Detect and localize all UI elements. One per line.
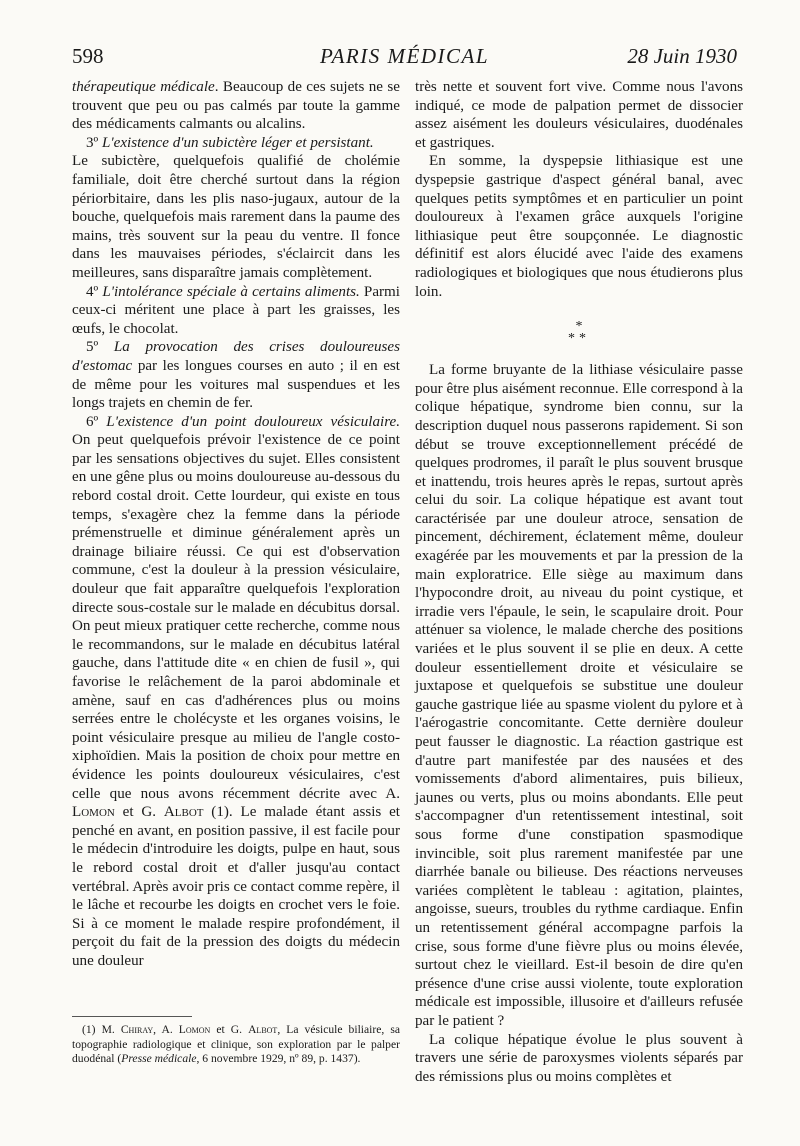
section-separator (415, 321, 743, 345)
section-text: On peut quelquefois prévoir l'existence de ce point par les sensations objectives du sujet. Elles consistent en une gêne plus ou moins douloureuse au-dessous du rebord costal droit. Cette lourdeur, qui existe en tous temps, s'exagère chez la femme dans la période prémenstruelle et diminue généralement après un drainage biliaire réussi. Ce qui est d'observation commune, c'est la douleur à la pression vésiculaire, douleur que fait apparaître quelquefois l'exploration directe sous-costale sur le malade en décubitus dorsal. On peut mieux pratiquer cette recherche, comme nous le recommandons, sur le malade en décubitus latéral gauche, dans l'attitude dite « en chien de fusil », qui favorise le relâchement de la paroi abdominale et amène, sauf en cas d'adhérences plus ou moins serrées entre le cholécyste et les organes voisins, le point vésiculaire presque au milieu de l'angle costo-xiphoïdien. Mais la position de choix pour mettre en évidence les points douloureux vésiculaires, c'est celle que nous avons récemment décrite avec A. (72, 432, 400, 802)
paragraph-continuation: très nette et souvent fort vive. Comme nous l'avons indiqué, ce mode de palpation permet de dissocier assez aisément les douleurs vésiculaires, duodénales et gastriques. (415, 79, 743, 151)
footnote-text-part: , A. (153, 1023, 179, 1036)
paragraph-summary: En somme, la dyspepsie lithiasique est une dyspepsie gastrique d'aspect général banal, avec quelques petits symptômes et en particulier un point douloureux à l'examen grâce auxquels l'origine lithiasique peut être soupçonnée. Le diagnostic définitif est alors élucidé avec l'aide des examens radiologiques et biologiques que nous étudierons plus loin. (415, 153, 743, 300)
italic-phrase: thérapeutique médicale (72, 79, 215, 95)
paragraph-evolution: La colique hépatique évolue le plus souvent à travers une série de paroxysmes violents séparés par des rémissions plus ou moins complètes et (415, 1031, 743, 1085)
footnote-text-part: , La vésicule biliaire, sa topographie radiologique et clinique, son exploration par le palper duodénal ( (72, 1023, 400, 1066)
paragraph-text: . Beaucoup de ces sujets ne se trouvent que peu ou pas calmés par toute la gamme des médicaments calmants ou alcalins. (72, 79, 400, 133)
right-column (415, 78, 743, 1086)
section-number: 6º (86, 413, 107, 430)
footnote-text-part: , 6 novembre 1929, nº 89, p. 1437). (196, 1052, 361, 1066)
author-name: Lomon (72, 804, 115, 821)
section-6 (72, 413, 400, 971)
section-number: 5º (86, 339, 114, 356)
author-name: Chiray (120, 1023, 154, 1036)
section-number: 3º (86, 134, 103, 151)
left-column (72, 78, 400, 971)
section-3-body: Le subictère, quelquefois qualifié de cholémie familiale, doit être cherché surtout dans la région périorbitaire, dans les plis naso-jugaux, autour de la bouche, quelquefois mais rarement dans la paume des mains, très souvent sur la peau du ventre. Il fonce dans les mauvaises périodes, s'éclaircit dans les meilleures, sans disparaître jamais complètement. (72, 153, 400, 281)
footnote-text-part: et G. (210, 1023, 249, 1036)
page-number: 598 (72, 44, 104, 68)
section-text: par les longues courses en auto ; il en est de même pour les voitures mal suspendues et les longs trajets en chemin de fer. (72, 357, 400, 412)
section-4 (72, 283, 400, 339)
author-name: Albot (248, 1023, 278, 1036)
footnote-text (72, 1023, 400, 1067)
author-name: Lomon (178, 1023, 211, 1036)
issue-date: 28 Juin 1930 (627, 44, 737, 68)
journal-title: PARIS MÉDICAL (319, 44, 489, 68)
separator-star-top: * (575, 319, 583, 335)
separator-stars-bottom: ** (568, 331, 590, 347)
author-name: Albot (163, 804, 204, 821)
section-title: L'intolérance spéciale à certains aliments. (102, 283, 360, 300)
section-text: Parmi ceux-ci méritent une place à part les graisses, les œufs, le chocolat. (72, 283, 400, 337)
page-header (72, 40, 737, 76)
section-text: (1). Le malade étant assis et penché en avant, en position passive, il est facile pour le médecin d'introduire les doigts, pulpe en haut, sous le rebord costal droit et d'aller jusqu'au contact vertébral. Après avoir pris ce contact comme repère, il le lâche et recourbe les doigts en crochet vers le foie. Si à ce moment le malade respire profondément, il perçoit du fait de la pression des doigts du médecin une douleur (72, 804, 400, 969)
section-number: 4º (86, 283, 103, 300)
footnote-marker: (1) (82, 1023, 102, 1036)
paragraph-colique: La forme bruyante de la lithiase vésiculaire passe pour être plus aisément reconnue. Elle correspond à la colique hépatique, syndrome bien connu, sur la description duquel nous passerons rapidement. Si son début se trouve exceptionnellement précédé de quelques prodromes, il paraît le plus souvent brusque et inattendu, trois heures après le repas, surtout après celui du soir. La colique hépatique est avant tout caractérisée par une douleur atroce, sensation de pincement, déchirement, éclatement même, douleur exagérée par les mouvements et par la pression de la main exploratrice. Elle siège au maximum dans l'hypocondre droit, au niveau du point cystique, et irradie vers l'épaule, le sein, le scapulaire droit. Pour atténuer sa violence, le malade cherche des positions variées et le plus souvent il se plie en deux. A cette douleur essentiellement droite et vésiculaire se juxtapose et quelquefois se substitue une douleur gauche gastrique liée au spasme violent du pylore et à l'aérogastrie concomitante. Cette dernière douleur peut fausser le diagnostic. La réaction gastrique est d'autre part manifestée par des nausées et des vomissements d'abord alimentaires, puis bilieux, jaunes ou verts, plus ou moins abondants. Elle peut s'accompagner d'un retentissement intestinal, soit sous forme d'une constipation spasmodique invincible, soit plus rarement manifestée par une diarrhée banale ou bilieuse. Des réactions nerveuses variées complètent le tableau : agitation, plaintes, angoisse, sueurs, troubles du rythme cardiaque. Enfin un retentissement général accompagne parfois la crise, sous forme d'une fièvre plus ou moins élevée, surtout chez le vieillard. Est-il besoin de dire qu'en présence d'une crise aussi violente, toute exploration médicale est impossible, illusoire et d'ailleurs refusée par le patient ? (415, 362, 743, 1029)
footnote (72, 1016, 400, 1067)
cited-journal: Presse médicale (121, 1052, 197, 1066)
section-3-heading (72, 134, 400, 153)
section-title: La provocation des crises douloureuses d'estomac (72, 339, 400, 374)
section-title: L'existence d'un point douloureux vésiculaire. (106, 413, 400, 430)
section-title: L'existence d'un subictère léger et persistant. (102, 134, 374, 151)
section-5 (72, 338, 400, 412)
footnote-text-part: M. (101, 1023, 121, 1036)
section-text: et G. (114, 804, 164, 821)
paragraph-continuation (72, 78, 400, 134)
footnote-rule (72, 1016, 192, 1017)
